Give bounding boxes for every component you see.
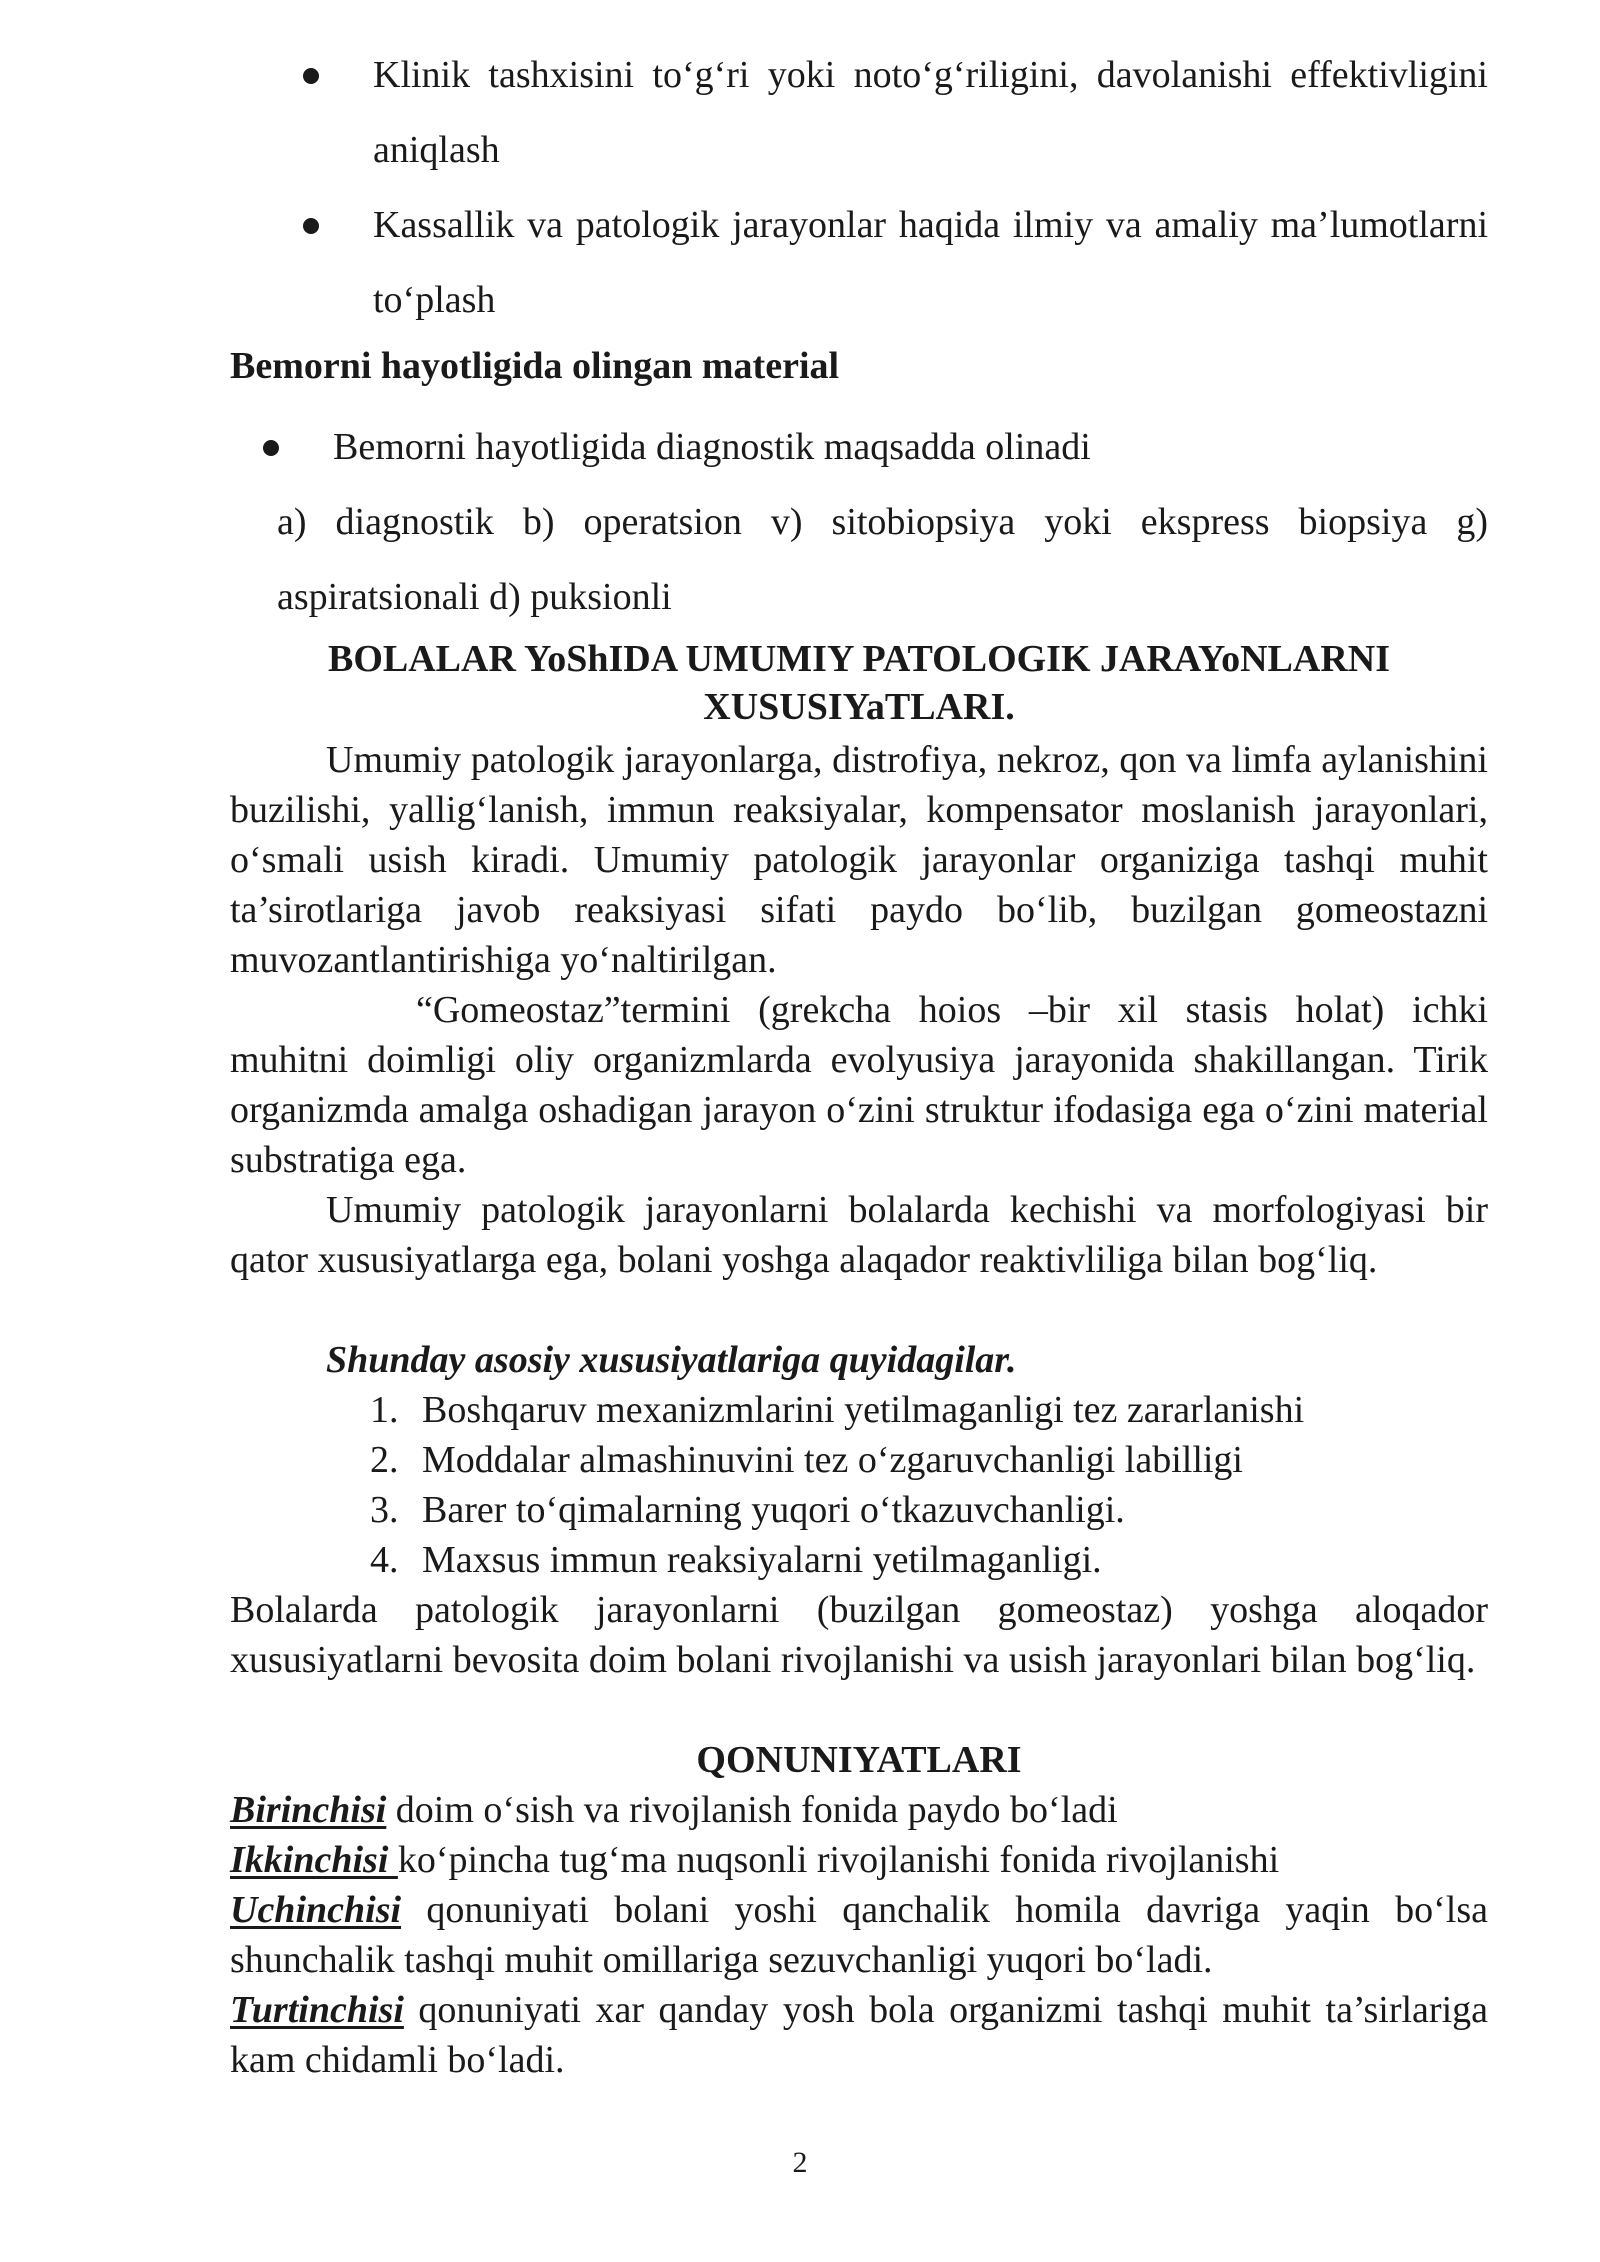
law-item — [230, 1885, 1488, 1985]
main-title-line2: XUSUSIYaTLARI. — [703, 686, 1015, 728]
law-item — [230, 1835, 1488, 1885]
list-item — [370, 1535, 1304, 1585]
law-item — [230, 1985, 1488, 2085]
law-text: qonuniyati bolani yoshi qanchalik homila davriga yaqin bo‘lsa shunchalik tashqi muhit omillariga sezuvchanligi yuqori bo‘ladi. — [230, 1889, 1488, 1981]
item-number: 3. — [370, 1489, 399, 1531]
item-text: Barer to‘qimalarning yuqori o‘tkazuvchanligi. — [422, 1489, 1125, 1531]
list-item — [370, 1485, 1304, 1535]
list-item — [370, 1435, 1304, 1485]
laws-title: QONUNIYATLARI — [696, 1739, 1022, 1781]
item-text: Boshqaruv mexanizmlarini yetilmaganligi tez zararlanishi — [422, 1389, 1305, 1431]
item-text: Maxsus immun reaksiyalarni yetilmaganligi. — [422, 1539, 1102, 1581]
main-title-line1: BOLALAR YoShIDA UMUMIY PATOLOGIK JARAYoNLARNI — [327, 638, 1391, 680]
paragraph: “Gomeostaz”termini (grekcha hoios –bir xil stasis holat) ichki muhitni doimligi oliy organizmlarda evolyusiya jarayonida shakillangan. Tirik organizmda amalga oshadigan jarayon o‘zini struktur ifodasiga ega o‘zini material substratiga ega. — [230, 989, 1488, 1181]
paragraph: Umumiy patologik jarayonlarni bolalarda kechishi va morfologiyasi bir qator xususiyatlarga ega, bolani yoshga alaqador reaktivliliga bilan bog‘liq. — [230, 1189, 1488, 1281]
paragraph: Bolalarda patologik jarayonlarni (buzilgan gomeostaz) yoshga aloqador xususiyatlarni bevosita doim bolani rivojlanishi va usish jarayonlari bilan bog‘liq. — [230, 1589, 1488, 1681]
bullet-text: Bemorni hayotligida diagnostik maqsadda olinadi — [333, 426, 1091, 468]
section-bullet-list — [263, 410, 1488, 485]
list-item — [370, 1385, 1304, 1435]
material-types: a) diagnostik b) operatsion v) sitobiopsiya yoki ekspress biopsiya g) aspiratsionali d) puksionli — [277, 501, 1488, 618]
item-number: 4. — [370, 1539, 399, 1581]
features-list — [370, 1385, 1304, 1585]
law-term: Turtinchisi — [230, 1989, 404, 2031]
paragraph: Umumiy patologik jarayonlarga, distrofiya, nekroz, qon va limfa aylanishini buzilishi, yallig‘lanish, immun reaksiyalar, kompensator moslanish jarayonlari, o‘smali usish kiradi. Umumiy patologik jarayonlar organiziga tashqi muhit ta’sirotlariga javob reaksiyasi sifati paydo bo‘lib, buzilgan gomeostazni muvozantlantirishiga yo‘naltirilgan. — [230, 739, 1488, 981]
law-item — [230, 1785, 1488, 1835]
bullet-text: Kassallik va patologik jarayonlar haqida ilmiy va amaliy ma’lumotlarni to‘plash — [373, 204, 1488, 321]
bullet-text: Klinik tashxisini to‘g‘ri yoki noto‘g‘riligini, davolanishi effektivligini aniqlash — [373, 54, 1488, 171]
section-heading: Bemorni hayotligida olingan material — [230, 345, 840, 387]
law-text: doim o‘sish va rivojlanish fonida paydo bo‘ladi — [386, 1789, 1118, 1831]
list-item — [263, 410, 1488, 485]
item-text: Moddalar almashinuvini tez o‘zgaruvchanligi labilligi — [422, 1439, 1243, 1481]
item-number: 1. — [370, 1389, 399, 1431]
features-heading: Shunday asosiy xususiyatlariga quyidagilar. — [326, 1339, 1017, 1381]
top-bullet-list — [303, 38, 1488, 338]
list-item — [303, 188, 1488, 338]
list-item — [303, 38, 1488, 188]
law-term: Ikkinchisi — [230, 1839, 398, 1881]
law-text: ko‘pincha tug‘ma nuqsonli rivojlanishi fonida rivojlanishi — [397, 1839, 1280, 1881]
law-text: qonuniyati xar qanday yosh bola organizmi tashqi muhit ta’sirlariga kam chidamli bo‘ladi. — [230, 1989, 1488, 2081]
page-number: 2 — [792, 2146, 808, 2179]
law-term: Uchinchisi — [230, 1889, 402, 1931]
law-term: Birinchisi — [230, 1789, 387, 1831]
item-number: 2. — [370, 1439, 399, 1481]
